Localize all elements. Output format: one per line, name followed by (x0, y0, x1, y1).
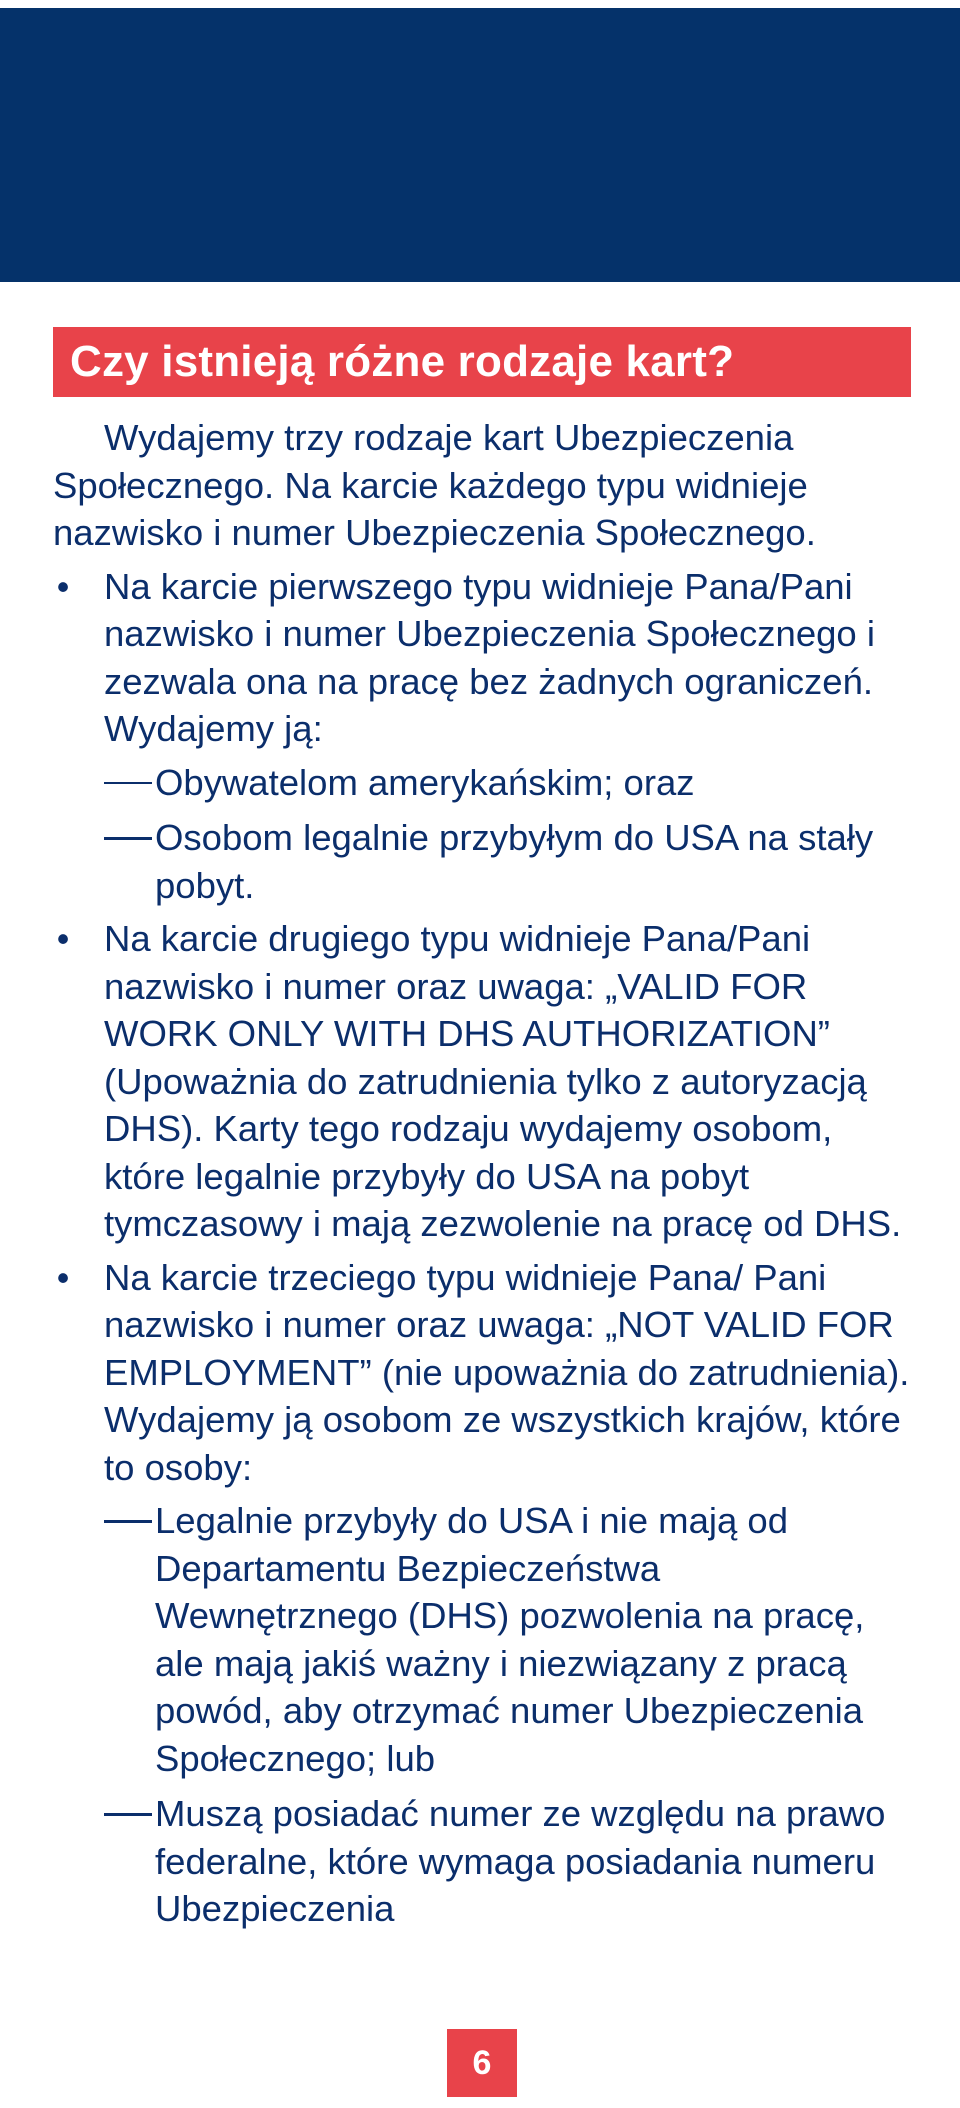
intro-paragraph: Wydajemy trzy rodzaje kart Ubezpieczenia Społecznego. Na karcie każdego typu widnieje nazwisko i numer Ubezpieczenia Społecznego. (53, 417, 816, 553)
section-heading: Czy istnieją różne rodzaje kart? (70, 337, 735, 386)
bullet-icon: • (56, 1256, 70, 1298)
dash-icon (104, 782, 152, 785)
sub-list-item-text: Obywatelom amerykańskim; oraz (155, 761, 695, 803)
dash-icon (104, 837, 152, 840)
sub-list-item-text: Osobom legalnie przybyłym do USA na stały pobyt. (155, 817, 874, 906)
sub-list (104, 1497, 911, 1933)
header-band (0, 8, 960, 282)
page-number: 6 (447, 2029, 517, 2097)
list-item-text: Na karcie trzeciego typu widnieje Pana/ Pani nazwisko i numer oraz uwaga: „NOT VALID FOR EMPLOYMENT” (nie upoważnia do zatrudnienia). Wydajemy ją osobom ze wszystkich krajów, które to osoby: (104, 1256, 910, 1488)
sub-list-item (104, 1497, 911, 1782)
sub-list-item (104, 814, 911, 909)
main-content (53, 414, 911, 1933)
bullet-icon: • (56, 565, 70, 607)
card-types-list (53, 563, 911, 1933)
bullet-icon: • (56, 918, 70, 959)
sub-list (104, 759, 911, 910)
sub-list-item (104, 759, 911, 807)
sub-list-item-text: Legalnie przybyły do USA i nie mają od Departamentu Bezpieczeństwa Wewnętrznego (DHS) pozwolenia na pracę, ale mają jakiś ważny i niezwiązany z pracą powód, aby otrzymać numer Ubezpieczenia Społecznego; lub (155, 1500, 865, 1779)
section-heading-bar (53, 327, 911, 397)
sub-list-item-text: Muszą posiadać numer ze względu na prawo federalne, które wymaga posiadania numeru Ubezpieczenia (155, 1793, 886, 1929)
list-item-card-type-1 (53, 563, 911, 910)
list-item-card-type-2 (53, 915, 911, 1248)
dash-icon (104, 1520, 152, 1523)
dash-icon (104, 1813, 152, 1816)
sub-list-item (104, 1790, 911, 1933)
list-item-card-type-3 (53, 1254, 911, 1933)
list-item-text: Na karcie drugiego typu widnieje Pana/Pani nazwisko i numer oraz uwaga: „VALID FOR WORK ONLY WITH DHS AUTHORIZATION” (Upoważnia do zatrudnienia tylko z autoryzacją DHS). Karty tego rodzaju wydajemy osobom, które legalnie przybyły do USA na pobyt tymczasowy i mają zezwolenie na pracę od DHS. (104, 918, 902, 1244)
list-item-text: Na karcie pierwszego typu widnieje Pana/Pani nazwisko i numer Ubezpieczenia Społecznego i zezwala ona na pracę bez żadnych ograniczeń. Wydajemy ją: (104, 565, 875, 749)
